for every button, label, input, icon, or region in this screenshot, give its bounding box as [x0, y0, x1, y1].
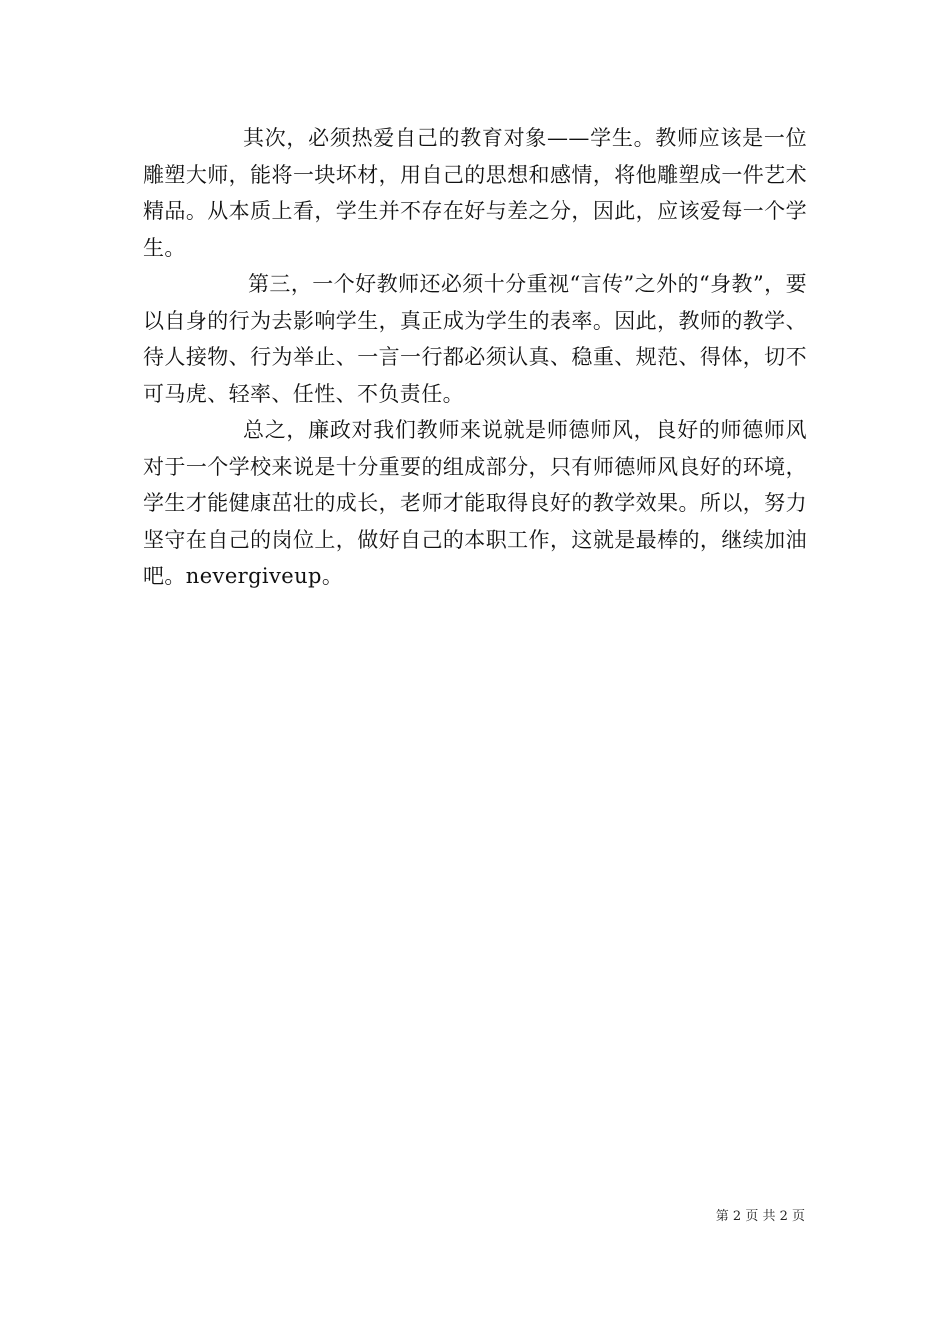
paragraph-2: 第三，一个好教师还必须十分重视“言传”之外的“身教”，要以自身的行为去影响学生，真正成为学生的表率。因此，教师的教学、待人接物、行为举止、一言一行都必须认真、稳重、规范、得体，切不可马虎、轻率、任性、不负责任。 — [143, 272, 807, 406]
paragraph-1: 其次，必须热爱自己的教育对象——学生。教师应该是一位雕塑大师，能将一块坏材，用自己的思想和感情，将他雕塑成一件艺术精品。从本质上看，学生并不存在好与差之分，因此，应该爱每一个学生。 — [143, 126, 807, 260]
page-number-footer: 第 2 页 共 2 页 — [715, 1209, 805, 1224]
paragraph-3: 总之，廉政对我们教师来说就是师德师风，良好的师德师风对于一个学校来说是十分重要的组成部分，只有师德师风良好的环境，学生才能健康茁壮的成长，老师才能取得良好的教学效果。所以，努力坚守在自己的岗位上，做好自己的本职工作，这就是最棒的，继续加油吧。nevergiveup。 — [143, 418, 807, 588]
document-body — [143, 120, 807, 595]
